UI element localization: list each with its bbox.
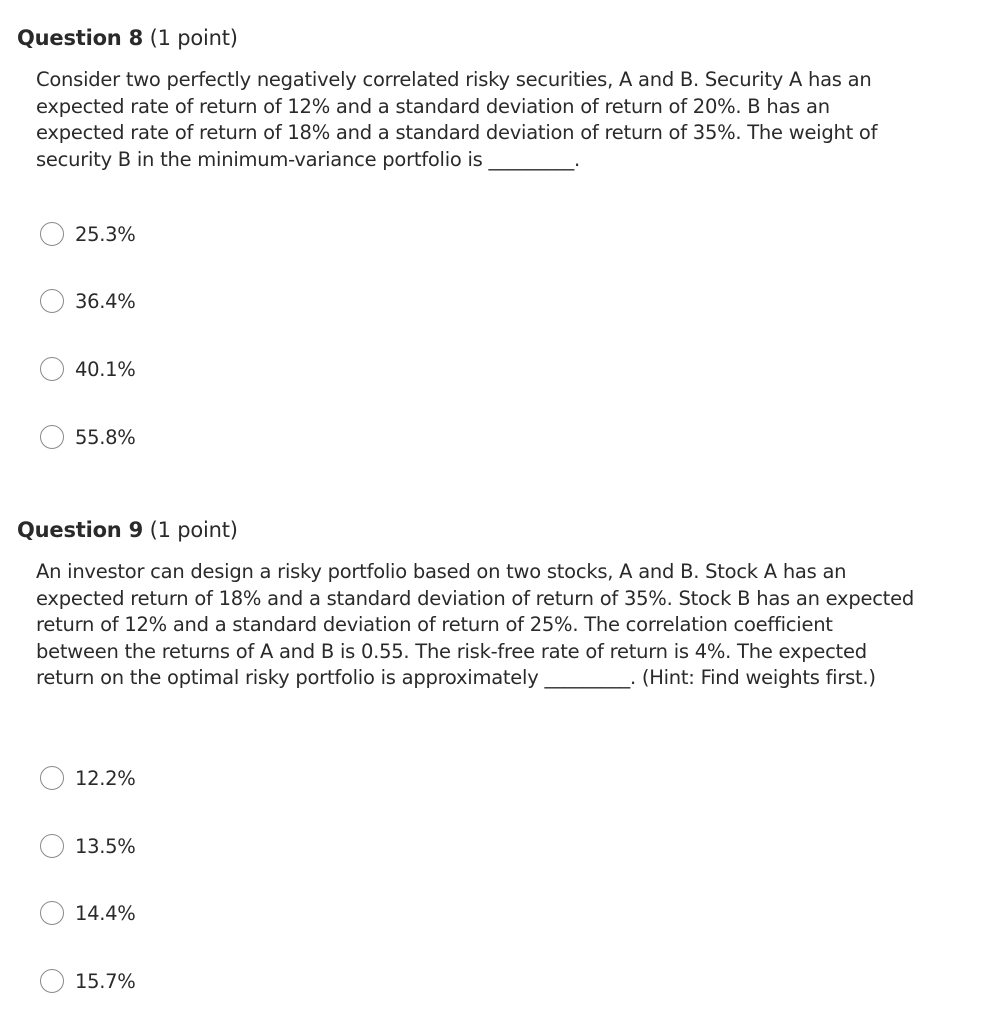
question-points: (1 point) <box>149 26 238 50</box>
answer-option-a[interactable] <box>40 764 135 792</box>
radio-button[interactable] <box>40 222 64 246</box>
answer-option-b[interactable] <box>40 832 135 860</box>
answer-option-c[interactable] <box>40 899 135 927</box>
answer-label: 55.8% <box>75 425 136 449</box>
radio-button[interactable] <box>40 766 64 790</box>
radio-button[interactable] <box>40 901 64 925</box>
question-text: Consider two perfectly negatively correlated risky securities, A and B. Security A has an expected rate of return of 12% and a standard deviation of return of 20%. B has an expected rate of return of 18% and a standard deviation of return of 35%. The weight of security B in the minimum-variance portfolio is _________. <box>36 68 878 171</box>
answer-option-b[interactable] <box>40 287 135 315</box>
answer-option-a[interactable] <box>40 220 135 248</box>
answer-label: 36.4% <box>75 289 136 313</box>
answer-label: 14.4% <box>75 901 136 925</box>
question-title: Question 8 <box>17 26 144 50</box>
radio-button[interactable] <box>40 357 64 381</box>
answer-option-d[interactable] <box>40 967 135 995</box>
radio-button[interactable] <box>40 834 64 858</box>
answer-label: 13.5% <box>75 834 136 858</box>
question-title: Question 9 <box>17 518 144 542</box>
question-header <box>17 516 238 544</box>
radio-button[interactable] <box>40 289 64 313</box>
question-points: (1 point) <box>149 518 238 542</box>
answer-label: 25.3% <box>75 222 136 246</box>
answer-label: 15.7% <box>75 969 136 993</box>
question-header <box>17 24 238 52</box>
answer-option-d[interactable] <box>40 423 135 451</box>
radio-button[interactable] <box>40 969 64 993</box>
answer-label: 12.2% <box>75 766 136 790</box>
radio-button[interactable] <box>40 425 64 449</box>
answer-label: 40.1% <box>75 357 136 381</box>
question-text: An investor can design a risky portfolio based on two stocks, A and B. Stock A has an expected return of 18% and a standard deviation of return of 35%. Stock B has an expected return of 12% and a standard deviation of return of 25%. The correlation coefficient between the returns of A and B is 0.55. The risk-free rate of return is 4%. The expected return on the optimal risky portfolio is approximately _________. (Hint: Find weights first.) <box>36 560 914 690</box>
answer-option-c[interactable] <box>40 355 135 383</box>
